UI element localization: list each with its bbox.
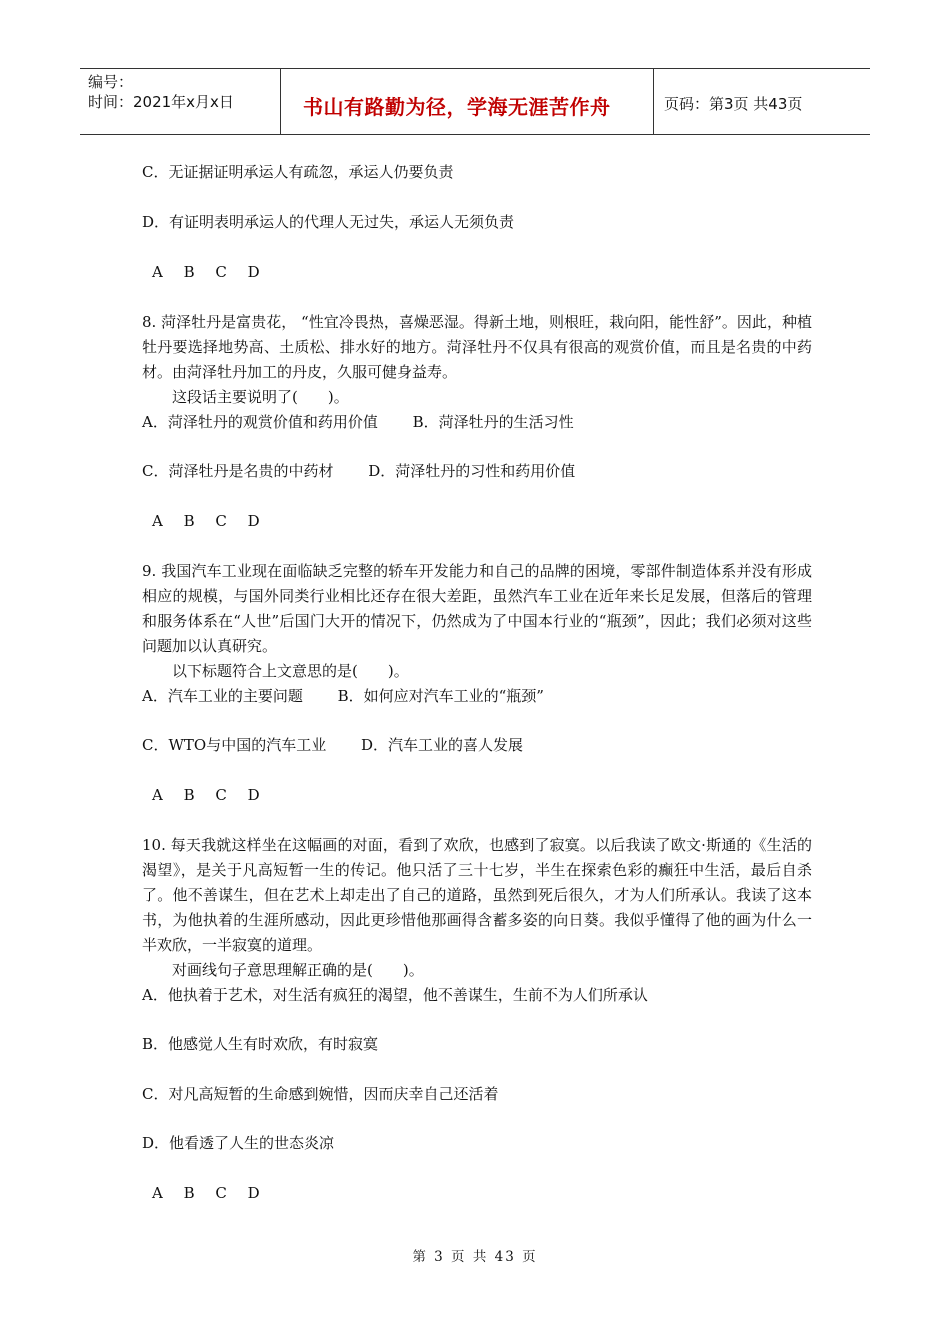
- q8-options-cd: C．菏泽牡丹是名贵的中药材 D．菏泽牡丹的习性和药用价值: [142, 462, 576, 480]
- q10-option-b: B．他感觉人生有时欢欣，有时寂寞: [142, 1035, 379, 1053]
- q7-option-c: C．无证据证明承运人有疏忽，承运人仍要负责: [142, 163, 454, 181]
- q10-option-d: D．他看透了人生的世态炎凉: [142, 1134, 335, 1152]
- header-motto-cell: [281, 69, 654, 134]
- q7-answer-choices: A B C D: [152, 263, 260, 281]
- q9-options-ab: A．汽车工业的主要问题 B．如何应对汽车工业的“瓶颈”: [142, 687, 544, 705]
- q10-answer-choices: A B C D: [152, 1184, 260, 1202]
- header-motto: 书山有路勤为径，学海无涯苦作舟: [303, 95, 611, 119]
- q8-answer-choices: A B C D: [152, 512, 260, 530]
- q9-passage: 9. 我国汽车工业现在面临缺乏完整的轿车开发能力和自己的品牌的困境，零部件制造体系并没有形成相应的规模，与国外同类行业相比还存在很大差距，虽然汽车工业在近年来长足发展，但落后的管理和服务体系在“人世”后国门大开的情况下，仍然成为了中国本行业的“瓶颈”，因此；我们必须对这些问题加以认真研究。: [142, 562, 812, 655]
- header-code-label: 编号：: [88, 73, 134, 91]
- q7-option-d: D．有证明表明承运人的代理人无过失，承运人无须负责: [142, 213, 515, 231]
- q10-option-c: C．对凡高短暂的生命感到婉惜，因而庆幸自己还活着: [142, 1085, 499, 1103]
- q10-question: 对画线句子意思理解正确的是( )。: [172, 961, 424, 979]
- document-header: [80, 68, 870, 135]
- q8-question: 这段话主要说明了( )。: [172, 388, 349, 406]
- q9-answer-choices: A B C D: [152, 786, 260, 804]
- header-meta-cell: [80, 69, 281, 134]
- header-time: 时间：2021年x月x日: [88, 93, 234, 111]
- q8-options-ab: A．菏泽牡丹的观赏价值和药用价值 B．菏泽牡丹的生活习性: [142, 413, 574, 431]
- header-page-info: 页码：第3页 共43页: [664, 95, 803, 113]
- q8-passage: 8. 菏泽牡丹是富贵花， “性宜冷畏热，喜燥恶湿。得新土地，则根旺，栽向阳，能性舒”。因此，种植牡丹要选择地势高、土质松、排水好的地方。菏泽牡丹不仅具有很高的观赏价值，而且是名贵的中药材。由菏泽牡丹加工的丹皮，久服可健身益寿。: [142, 313, 812, 381]
- page-footer: 第 3 页 共 43 页: [412, 1249, 538, 1265]
- q9-options-cd: C．WTO与中国的汽车工业 D．汽车工业的喜人发展: [142, 736, 523, 754]
- q9-question: 以下标题符合上文意思的是( )。: [172, 662, 409, 680]
- q10-option-a: A．他执着于艺术，对生活有疯狂的渴望，他不善谋生，生前不为人们所承认: [142, 986, 648, 1004]
- q10-passage: 10. 每天我就这样坐在这幅画的对面，看到了欢欣，也感到了寂寞。以后我读了欧文·斯通的《生活的渴望》，是关于凡高短暂一生的传记。他只活了三十七岁，半生在探索色彩的癫狂中生活，最后自杀了。他不善谋生，但在艺术上却走出了自己的道路，虽然到死后很久，才为人们所承认。我读了这本书，为他执着的生涯所感动，因此更珍惜他那画得含蓄多姿的向日葵。我似乎懂得了他的画为什么一半欢欣，一半寂寞的道理。: [142, 836, 812, 954]
